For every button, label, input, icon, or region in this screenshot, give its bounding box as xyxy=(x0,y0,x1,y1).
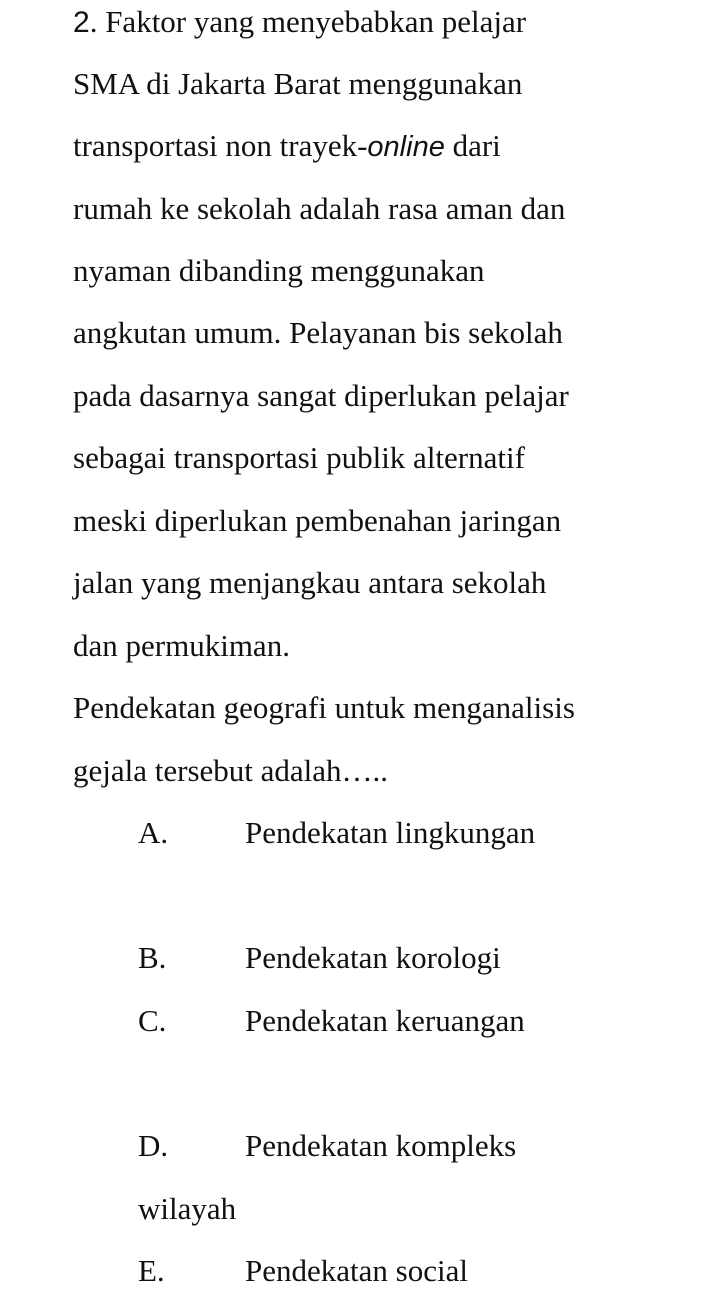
option-text: Pendekatan social xyxy=(245,1253,468,1288)
question-prompt-line-1: Pendekatan geografi untuk menganalisis xyxy=(73,690,575,725)
question-line-text: dari xyxy=(444,128,501,163)
question-number: 2 xyxy=(73,6,90,39)
question-line-8: sebagai transportasi publik alternatif xyxy=(73,440,525,475)
italic-term-online: online xyxy=(367,131,445,163)
question-line-text: transportasi non trayek- xyxy=(73,128,368,163)
option-d-continuation: wilayah xyxy=(138,1191,237,1226)
question-line-1 xyxy=(73,2,526,43)
question-line-10: jalan yang menjangkau antara sekolah xyxy=(73,565,547,600)
option-letter: C. xyxy=(138,1003,167,1038)
option-c[interactable] xyxy=(138,1001,525,1041)
option-text: Pendekatan kompleks xyxy=(245,1128,517,1163)
question-line-6: angkutan umum. Pelayanan bis sekolah xyxy=(73,315,563,350)
option-letter: D. xyxy=(138,1128,169,1163)
option-letter: E. xyxy=(138,1253,165,1288)
option-letter: A. xyxy=(138,815,169,850)
option-d[interactable] xyxy=(138,1126,516,1166)
option-text: Pendekatan korologi xyxy=(245,940,501,975)
option-a[interactable] xyxy=(138,813,535,853)
question-line-3 xyxy=(73,126,501,167)
question-line-9: meski diperlukan pembenahan jaringan xyxy=(73,503,562,538)
option-text: Pendekatan lingkungan xyxy=(245,815,536,850)
option-letter: B. xyxy=(138,940,167,975)
question-line-text: . Faktor yang menyebabkan pelajar xyxy=(89,4,527,39)
question-line-2: SMA di Jakarta Barat menggunakan xyxy=(73,66,523,101)
question-line-11: dan permukiman. xyxy=(73,628,290,663)
question-prompt-line-2: gejala tersebut adalah….. xyxy=(73,753,389,788)
question-line-7: pada dasarnya sangat diperlukan pelajar xyxy=(73,378,569,413)
option-text: Pendekatan keruangan xyxy=(245,1003,525,1038)
question-line-4: rumah ke sekolah adalah rasa aman dan xyxy=(73,191,566,226)
option-e[interactable] xyxy=(138,1251,468,1291)
question-line-5: nyaman dibanding menggunakan xyxy=(73,253,485,288)
option-b[interactable] xyxy=(138,938,501,978)
